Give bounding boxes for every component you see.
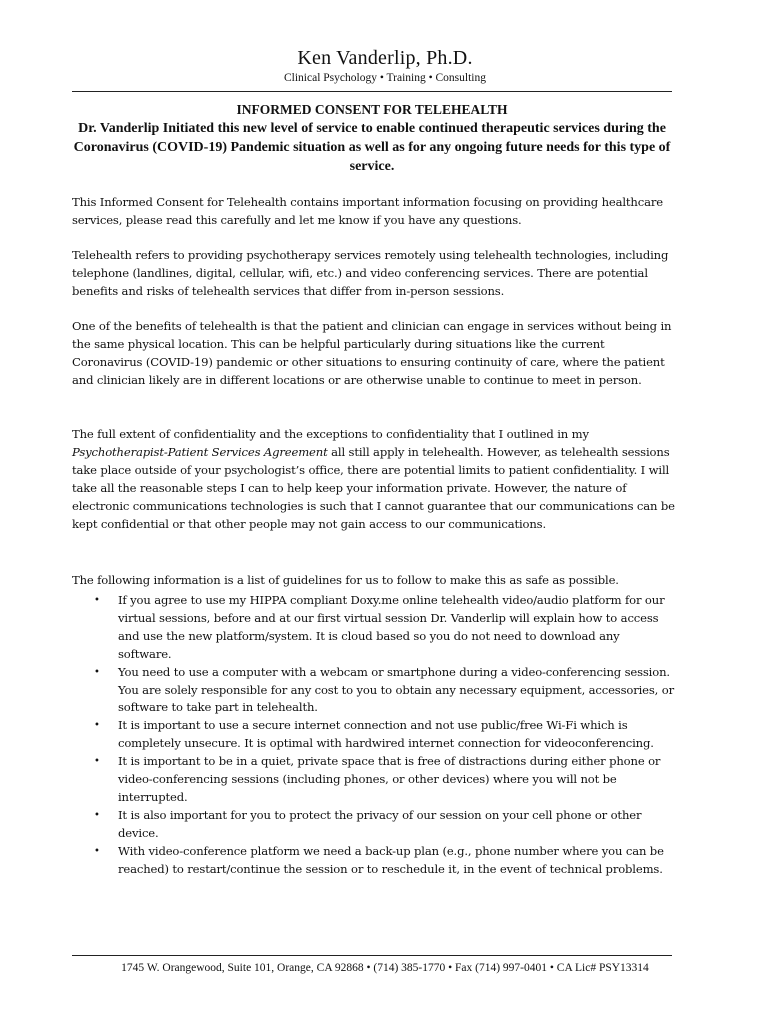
list-item-text: If you agree to use my HIPPA compliant Doxy.me online telehealth video/audio platform for our virtual sessions, before and at our first virtual session Dr. Vanderlip will explain how to access and use the new platform/system. It is cloud based so you do not need to download any software. [118, 593, 665, 661]
paragraph-text: Telehealth refers to providing psychotherapy services remotely using telehealth technologies, including telephone (landlines, digital, cellular, wifi, etc.) and video conferencing services. There are potential benefits and risks of telehealth services that differ from in-person sessions. [72, 248, 669, 298]
guidelines-list [72, 592, 676, 879]
bullet-icon: • [94, 845, 100, 857]
bullet-icon: • [94, 720, 100, 732]
bullet-icon: • [94, 809, 100, 821]
paragraph-confidentiality [72, 426, 676, 533]
list-item-text: You need to use a computer with a webcam or smartphone during a video-conferencing session. You are solely responsible for any cost to you to obtain any necessary equipment, accessories, or software to take part in telehealth. [118, 664, 674, 715]
paragraph-text: The following information is a list of guidelines for us to follow to make this as safe as possible. [72, 573, 619, 587]
paragraph-intro [72, 194, 676, 230]
list-item-text: With video-conference platform we need a back-up plan (e.g., phone number where you can be reached) to restart/continue the session or to reschedule it, in the event of technical problems. [118, 843, 664, 876]
list-item [72, 807, 676, 843]
bullet-icon: • [94, 666, 100, 678]
bullet-icon: • [94, 595, 100, 606]
paragraph-text-start: The full extent of confidentiality and the exceptions to confidentiality that I outlined in my [72, 427, 589, 441]
agreement-title: Psychotherapist-Patient Services Agreement [72, 444, 328, 459]
list-item [72, 664, 676, 718]
paragraph-text-end: all still apply in telehealth. However, as telehealth sessions take place outside of your psychologist’s office, there are potential limits to patient confidentiality. I will take all the reasonable steps I can to help keep your information private. However, the nature of electronic communications technologies is such that I cannot guarantee that our communications can be kept confidential or that other people may not gain access to our communications. [72, 444, 675, 531]
letterhead-name: Ken Vanderlip, Ph.D. [297, 47, 473, 69]
list-item [72, 843, 676, 879]
document-title [72, 100, 672, 176]
list-item [72, 753, 676, 807]
title-heading: INFORMED CONSENT FOR TELEHEALTH [236, 102, 508, 117]
paragraph-benefits [72, 318, 676, 390]
list-item-text: It is important to use a secure internet connection and not use public/free Wi-Fi which is completely unsecure. It is optimal with hardwired internet connection for videoconferencing. [118, 718, 654, 751]
footer-divider [72, 955, 672, 956]
paragraph-text: This Informed Consent for Telehealth contains important information focusing on providing healthcare services, please read this carefully and let me know if you have any questions. [72, 195, 663, 227]
list-item-text: It is also important for you to protect the privacy of our session on your cell phone or other device. [118, 807, 642, 840]
bullet-icon: • [94, 756, 100, 768]
list-item-text: It is important to be in a quiet, private space that is free of distractions during either phone or video-conferencing sessions (including phones, or other devices) where you will not be interrupted. [118, 754, 661, 804]
footer-address: 1745 W. Orangewood, Suite 101, Orange, CA 92868 • (714) 385-1770 • Fax (714) 997-0401 • CA Lic# PSY13314 [121, 962, 649, 974]
paragraph-text [72, 426, 676, 533]
list-item [72, 717, 676, 753]
header-divider [72, 91, 672, 92]
paragraph-guidelines-intro [72, 572, 676, 590]
title-description: Dr. Vanderlip Initiated this new level of service to enable continued therapeutic services during the Coronavirus (COVID-19) Pandemic situation as well as for any ongoing future needs for this type of service. [73, 121, 671, 174]
paragraph-text: One of the benefits of telehealth is that the patient and clinician can engage in services without being in the same physical location. This can be helpful particularly during situations like the current Coronavirus (COVID-19) pandemic or other situations to ensuring continuity of care, where the patient and clinician likely are in different locations or are otherwise unable to continue to meet in person. [72, 319, 672, 387]
paragraph-telehealth-definition [72, 247, 676, 301]
letterhead-subtitle: Clinical Psychology • Training • Consulting [284, 72, 486, 84]
list-item [72, 592, 676, 664]
